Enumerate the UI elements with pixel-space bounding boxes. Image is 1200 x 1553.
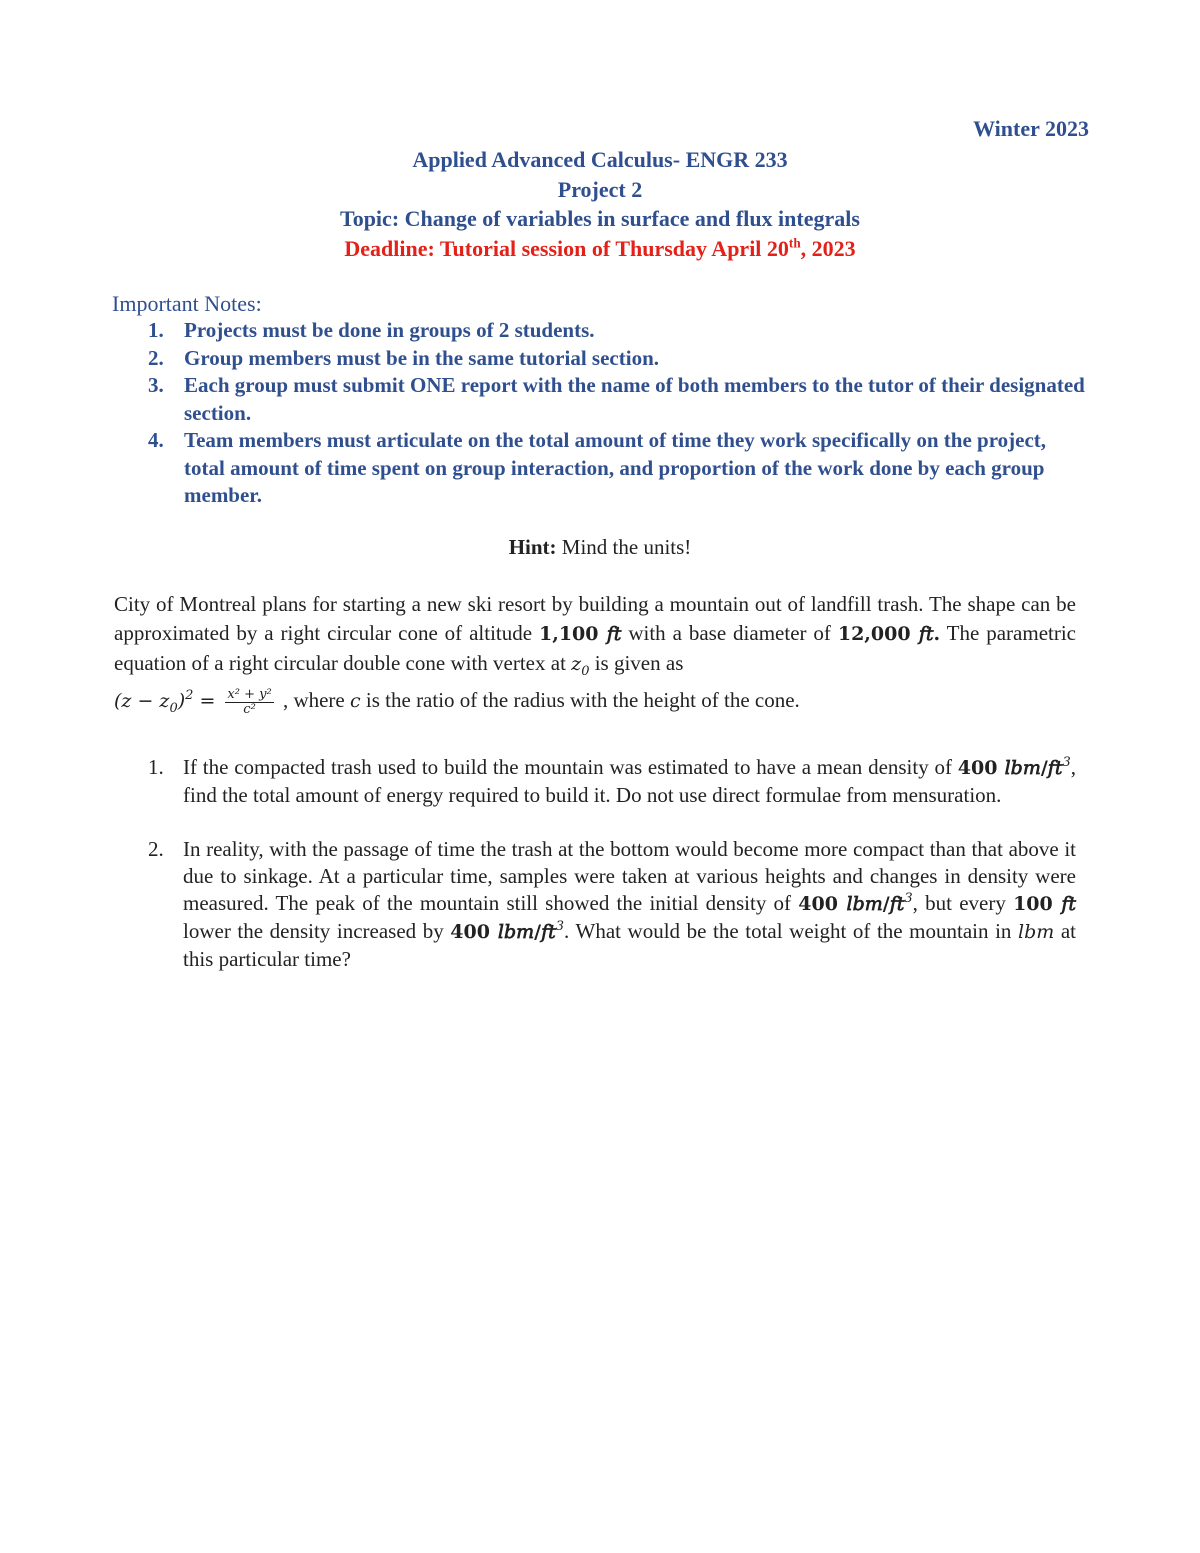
question-math: 400 𝑙𝑏𝑚/𝑓𝑡 [957, 757, 1063, 779]
note-item [112, 345, 1092, 373]
project-title: Project 2 [557, 176, 643, 202]
question-item [114, 836, 1076, 973]
question-text: , but every [912, 891, 1014, 915]
note-text: Team members must articulate on the total amount of time they work specifically on the project, total amount of time spent on group interaction, and proportion of the work done by each group member. [184, 428, 1047, 507]
hint-label: Hint: [508, 535, 557, 559]
question-math: 𝑙𝑏𝑚 [1018, 921, 1055, 943]
intro-text: , where [277, 688, 350, 713]
intro-text: with a base diameter of [621, 621, 838, 645]
question-math: 400 𝑙𝑏𝑚/𝑓𝑡 [450, 921, 556, 943]
note-number: 3. [148, 373, 164, 397]
questions-list [114, 754, 1076, 973]
equation-fraction [225, 688, 273, 717]
fraction-numerator: 𝑥² + 𝑦² [227, 686, 272, 702]
question-math: 400 𝑙𝑏𝑚/𝑓𝑡 [798, 893, 905, 915]
notes-heading: Important Notes: [112, 291, 262, 316]
question-number: 2. [148, 837, 164, 861]
equation-lhs: (𝑧 − 𝑧 [114, 690, 170, 713]
deadline-text: Deadline: Tutorial session of Thursday April 20 [344, 235, 789, 261]
semester-label: Winter 2023 [973, 116, 1089, 141]
hint-text: Mind the units! [556, 535, 692, 559]
fraction-denominator: 𝑐² [243, 701, 256, 717]
question-math-sup: 3 [904, 891, 913, 906]
note-item [112, 427, 1092, 510]
intro-text: is the ratio of the radius with the height of the cone. [360, 688, 800, 713]
intro-math-vertex-sub: 0 [581, 664, 590, 680]
question-math-sup: 3 [555, 919, 565, 934]
equation-lhs-sup: 2 [185, 688, 194, 704]
question-number: 1. [148, 755, 164, 779]
intro-text: City of Montreal plans for starting a new ski resort by building a mountain out of landfill trash. The shape can be approximated by a right circular cone of altitude [114, 592, 1076, 645]
topic-line: Topic: Change of variables in surface and flux integrals [340, 206, 860, 231]
intro-math-c: 𝑐 [350, 690, 361, 713]
deadline-superscript: th [788, 235, 801, 251]
question-text: at this particular time? [183, 919, 1076, 971]
intro-math-vertex: 𝑧 [571, 653, 582, 675]
intro-math-altitude: 1,100 𝑓𝑡 [538, 623, 622, 645]
note-item [112, 372, 1092, 427]
hint-line [0, 535, 1200, 560]
note-number: 1. [148, 318, 164, 342]
title-block [0, 145, 1200, 263]
question-math-sup: 3 [1062, 755, 1071, 770]
question-text: . What would be the total weight of the mountain in [564, 919, 1018, 943]
intro-text: The parametric equation of a right circular double cone with vertex at [114, 621, 1076, 675]
question-math: 100 𝑓𝑡 [1013, 893, 1076, 915]
note-item [112, 317, 1092, 345]
equation-equals: = [193, 690, 222, 713]
question-text: , find the total amount of energy required to build it. Do not use direct formulae from mensuration. [183, 755, 1077, 807]
note-text: Group members must be in the same tutorial section. [184, 345, 659, 370]
note-number: 2. [148, 345, 164, 370]
note-text: Projects must be done in groups of 2 students. [184, 318, 595, 342]
deadline-line [0, 234, 1200, 264]
intro-math-diameter: 12,000 𝑓𝑡. [837, 623, 941, 645]
question-item [114, 754, 1076, 809]
course-title: Applied Advanced Calculus- ENGR 233 [412, 147, 788, 172]
intro-text: is given as [589, 651, 684, 675]
notes-list [112, 317, 1092, 510]
problem-intro [114, 590, 1076, 723]
question-text: If the compacted trash used to build the mountain was estimated to have a mean density of [183, 755, 958, 779]
note-text: Each group must submit ONE report with the name of both members to the tutor of their designated section. [184, 373, 1085, 425]
question-text: In reality, with the passage of time the trash at the bottom would become more compact than that above it due to sinkage. At a particular time, samples were taken at various heights and changes in density were measured. The peak of the mountain still showed the initial density of [183, 837, 1076, 915]
equation-lhs-sub: 0 [169, 701, 178, 717]
question-text: lower the density increased by [183, 919, 451, 943]
note-number: 4. [148, 428, 164, 452]
deadline-year: , 2023 [800, 235, 856, 261]
equation-lhs-paren: ) [177, 690, 186, 713]
